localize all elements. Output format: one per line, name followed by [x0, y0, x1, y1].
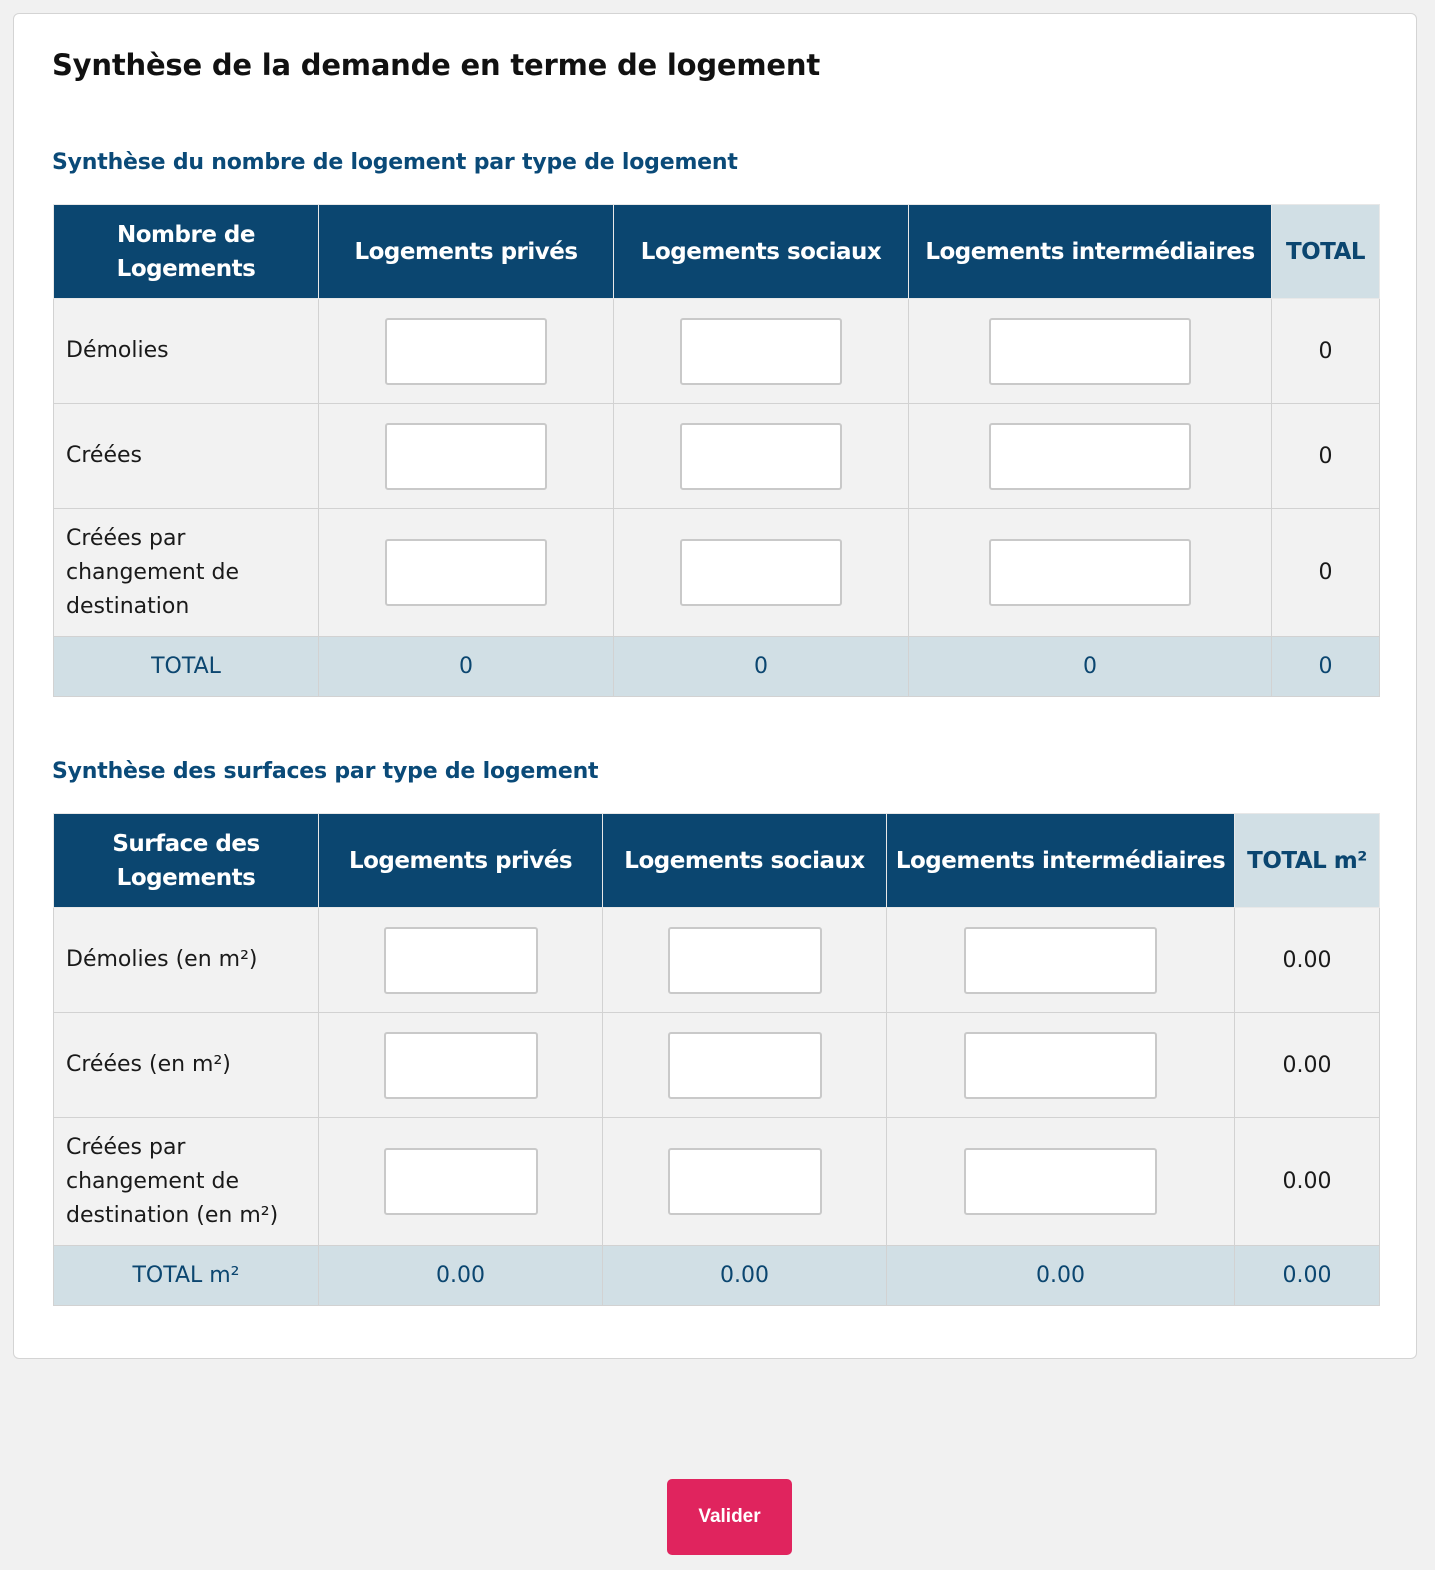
surface-demolies-prive-input[interactable]	[384, 927, 538, 994]
surface-creees-prive-input[interactable]	[384, 1032, 538, 1099]
page-title: Synthèse de la demande en terme de logement	[52, 48, 820, 82]
count-creees-social-input[interactable]	[680, 423, 842, 490]
table-total-row	[54, 1246, 1380, 1306]
count-changement-prive-input[interactable]	[385, 539, 547, 606]
housing-surface-table	[53, 813, 1380, 1306]
table-header-row	[54, 205, 1380, 299]
column-header-total: TOTAL	[1272, 205, 1380, 299]
column-header-intermediaire: Logements intermédiaires	[909, 205, 1272, 299]
column-header-prive: Logements privés	[319, 814, 603, 908]
row-total-value: 0.00	[1235, 1118, 1380, 1246]
row-total-value: 0	[1272, 404, 1380, 509]
row-total-value: 0	[1272, 509, 1380, 637]
row-label: Créées par changement de destination (en m²)	[54, 1118, 319, 1246]
total-row-label: TOTAL	[54, 637, 319, 697]
surface-creees-intermediaire-input[interactable]	[964, 1032, 1157, 1099]
surface-changement-social-input[interactable]	[668, 1148, 822, 1215]
total-social-value: 0.00	[603, 1246, 887, 1306]
row-total-value: 0.00	[1235, 908, 1380, 1013]
table-total-row	[54, 637, 1380, 697]
row-label: Créées	[54, 404, 319, 509]
surface-changement-intermediaire-input[interactable]	[964, 1148, 1157, 1215]
count-changement-intermediaire-input[interactable]	[989, 539, 1191, 606]
surface-demolies-social-input[interactable]	[668, 927, 822, 994]
grand-total-value: 0	[1272, 637, 1380, 697]
column-header-social: Logements sociaux	[614, 205, 909, 299]
total-intermediaire-value: 0	[909, 637, 1272, 697]
count-demolies-intermediaire-input[interactable]	[989, 318, 1191, 385]
row-label: Créées par changement de destination	[54, 509, 319, 637]
table-row-changement-destination	[54, 509, 1380, 637]
table-row-creees	[54, 404, 1380, 509]
housing-count-section-title: Synthèse du nombre de logement par type de logement	[52, 150, 738, 175]
valider-button[interactable]: Valider	[667, 1479, 792, 1555]
count-creees-prive-input[interactable]	[385, 423, 547, 490]
form-card	[13, 13, 1417, 1359]
total-row-label: TOTAL m²	[54, 1246, 319, 1306]
count-demolies-prive-input[interactable]	[385, 318, 547, 385]
column-header-total: TOTAL m²	[1235, 814, 1380, 908]
housing-surface-section-title: Synthèse des surfaces par type de logement	[52, 759, 599, 784]
column-header-category: Nombre de Logements	[54, 205, 319, 299]
surface-creees-social-input[interactable]	[668, 1032, 822, 1099]
table-row-demolies-surface	[54, 908, 1380, 1013]
table-row-changement-destination-surface	[54, 1118, 1380, 1246]
grand-total-value: 0.00	[1235, 1246, 1380, 1306]
column-header-intermediaire: Logements intermédiaires	[887, 814, 1235, 908]
column-header-category: Surface des Logements	[54, 814, 319, 908]
table-row-demolies	[54, 299, 1380, 404]
count-creees-intermediaire-input[interactable]	[989, 423, 1191, 490]
row-total-value: 0.00	[1235, 1013, 1380, 1118]
row-label: Créées (en m²)	[54, 1013, 319, 1118]
total-prive-value: 0	[319, 637, 614, 697]
total-prive-value: 0.00	[319, 1246, 603, 1306]
count-changement-social-input[interactable]	[680, 539, 842, 606]
count-demolies-social-input[interactable]	[680, 318, 842, 385]
column-header-social: Logements sociaux	[603, 814, 887, 908]
housing-count-table	[53, 204, 1380, 697]
surface-changement-prive-input[interactable]	[384, 1148, 538, 1215]
column-header-prive: Logements privés	[319, 205, 614, 299]
total-intermediaire-value: 0.00	[887, 1246, 1235, 1306]
row-total-value: 0	[1272, 299, 1380, 404]
surface-demolies-intermediaire-input[interactable]	[964, 927, 1157, 994]
row-label: Démolies (en m²)	[54, 908, 319, 1013]
table-header-row	[54, 814, 1380, 908]
table-row-creees-surface	[54, 1013, 1380, 1118]
total-social-value: 0	[614, 637, 909, 697]
row-label: Démolies	[54, 299, 319, 404]
